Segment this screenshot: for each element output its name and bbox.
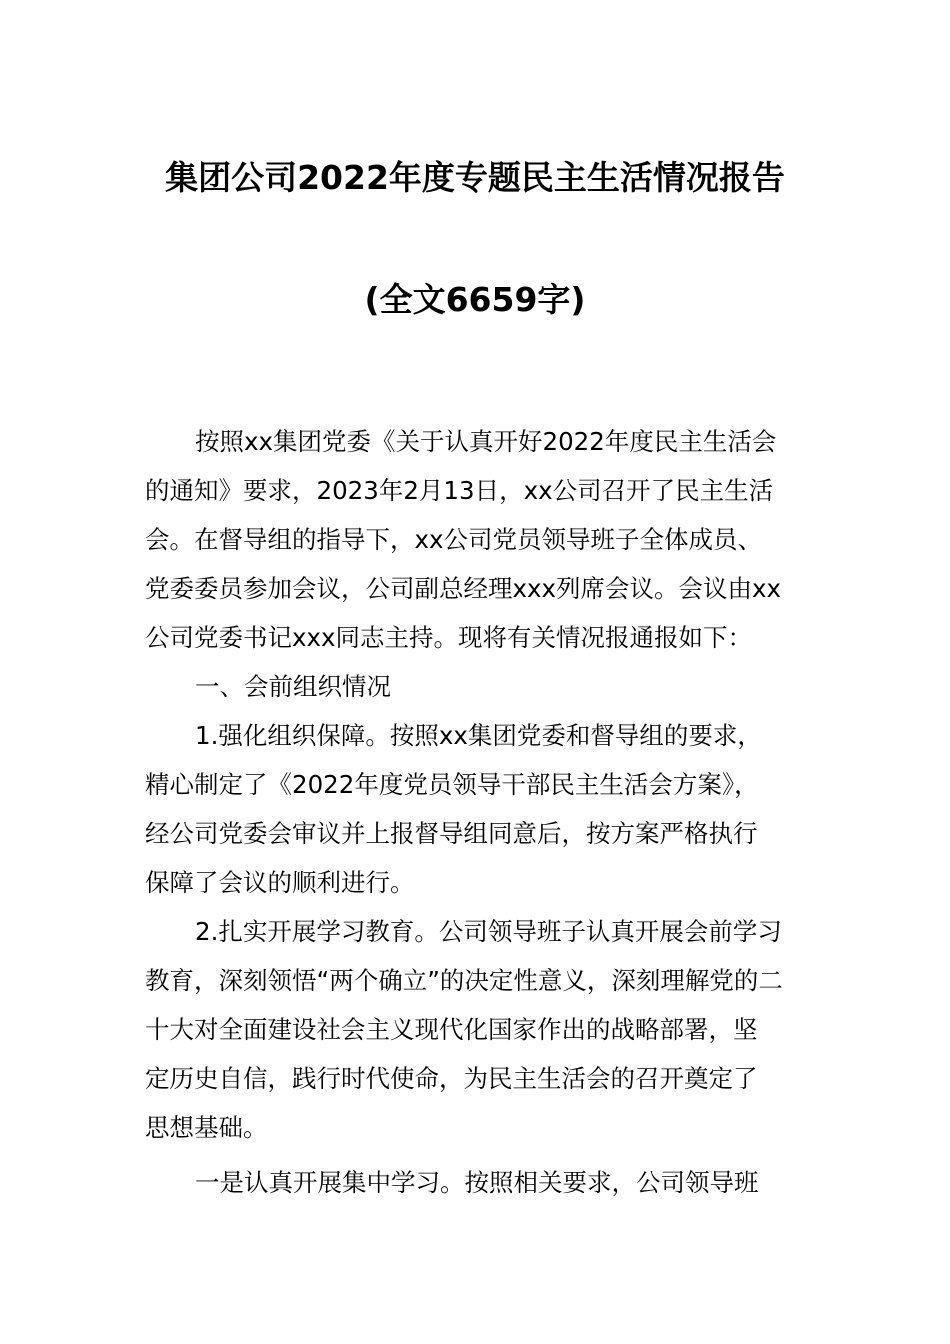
paragraph-line: 2.扎实开展学习教育。公司领导班子认真开展会前学习 [195, 917, 782, 946]
paragraph-line: 思想基础。 [145, 1113, 268, 1142]
paragraph-line: 公司党委书记xxx同志主持。现将有关情况报通报如下： [145, 623, 752, 652]
paragraph-line: 经公司党委会审议并上报督导组同意后，按方案严格执行 [145, 819, 758, 848]
document-title: 集团公司2022年度专题民主生活情况报告 [165, 158, 785, 197]
paragraph-line: 一是认真开展集中学习。按照相关要求，公司领导班 [195, 1168, 759, 1197]
paragraph-line: 的通知》要求，2023年2月13日，xx公司召开了民主生活 [145, 476, 774, 505]
paragraph-line: 按照xx集团党委《关于认真开好2022年度民主生活会 [195, 427, 777, 456]
document-body [145, 417, 810, 1207]
paragraph-line: 保障了会议的顺利进行。 [145, 868, 415, 897]
paragraph-line: 教育，深刻领悟“两个确立”的决定性意义，深刻理解党的二 [145, 966, 783, 995]
paragraph-line: 党委委员参加会议，公司副总经理xxx列席会议。会议由xx [145, 574, 781, 603]
paragraph-study [145, 907, 810, 1152]
paragraph-line: 会。在督导组的指导下，xx公司党员领导班子全体成员、 [145, 525, 762, 554]
paragraph-line: 1.强化组织保障。按照xx集团党委和督导组的要求， [195, 721, 762, 750]
paragraph-organization [145, 711, 810, 907]
document-subtitle: (全文6659字) [364, 280, 586, 319]
paragraph-line: 精心制定了《2022年度党员领导干部民主生活会方案》， [145, 770, 759, 799]
paragraph-focused-study [145, 1158, 810, 1207]
paragraph-line: 十大对全面建设社会主义现代化国家作出的战略部署，坚 [145, 1015, 758, 1044]
paragraph-intro [145, 417, 810, 662]
heading-line: 一、会前组织情况 [195, 672, 391, 701]
section-heading [145, 662, 810, 711]
paragraph-line: 定历史自信，践行时代使命，为民主生活会的召开奠定了 [145, 1064, 758, 1093]
